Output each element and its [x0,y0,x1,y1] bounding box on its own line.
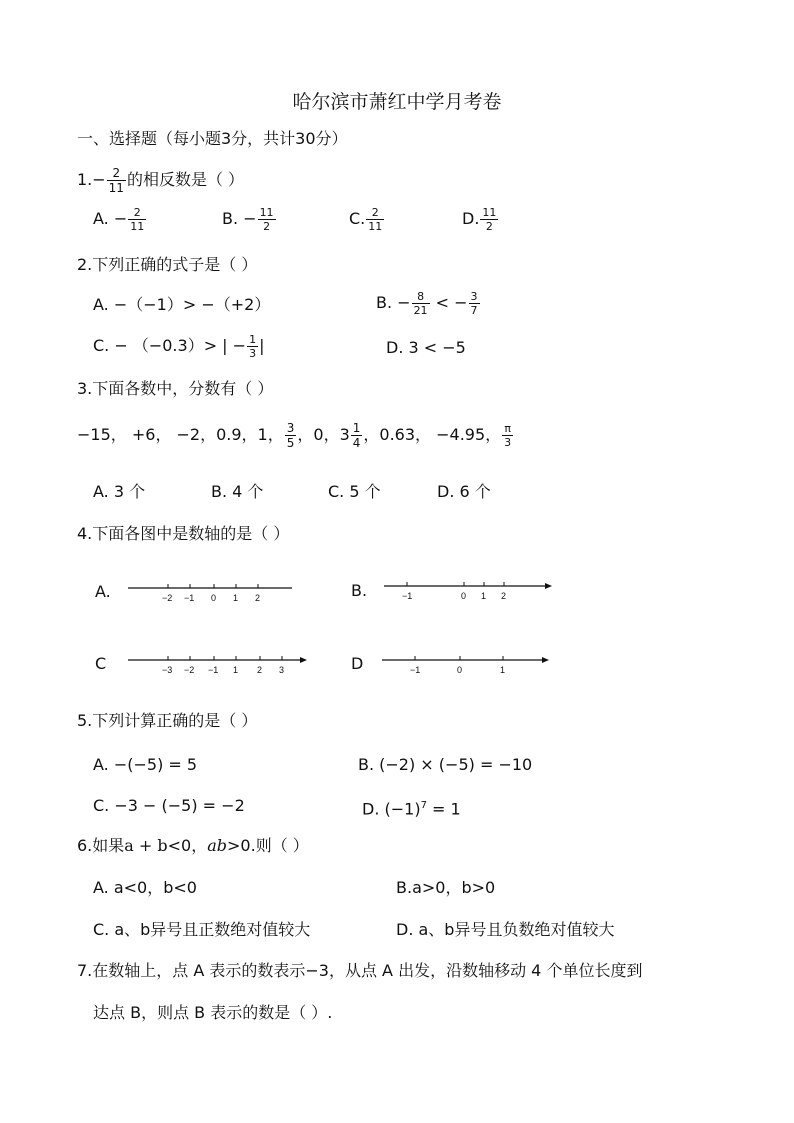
question-3-stem: 3.下面各数中，分数有（ ） [77,379,274,398]
q4a-tick-label: 0 [211,593,217,603]
q4a-tick-label: 1 [233,593,239,603]
q1-option-c[interactable]: C. $\frac{2}{11}$ [349,206,383,233]
q4d-tick-label: −1 [410,665,421,675]
q1-option-d[interactable]: D. $\frac{11}{2}$ [462,206,497,233]
q4-option-b-label[interactable]: B. [351,581,368,600]
q4b-tick-label: 1 [481,591,487,601]
question-2-stem: 2.下列正确的式子是（ ） [77,255,258,274]
q4-option-c-label[interactable]: C [95,654,107,673]
q3-option-c[interactable]: C. 5 个 [328,482,381,501]
q4b-tick-label: −1 [402,591,413,601]
question-7-line-2: 达点 B，则点 B 表示的数是（ ）. [93,1003,333,1022]
q4-number-line-b [382,576,557,606]
q4-option-a-label[interactable]: A. [95,582,111,601]
q3-option-b[interactable]: B. 4 个 [211,482,264,501]
q4c-tick-label: 3 [279,665,285,675]
q1-option-b[interactable]: B. − $\frac{11}{2}$ [222,206,274,233]
q4a-tick-label: 2 [255,593,261,603]
q4-number-line-c [126,650,311,680]
q5-option-d[interactable]: D. $(-1)^7 = 1$ [362,799,461,819]
q3-option-a[interactable]: A. 3 个 [93,482,146,501]
q1-option-a[interactable]: A. − $\frac{2}{11}$ [93,206,145,233]
q1-prefix: 1.− [77,170,106,189]
question-5-stem: 5.下列计算正确的是（ ） [77,711,258,730]
q2-option-a[interactable]: A. −（−1）> −（+2） [93,295,271,314]
q6-option-a[interactable]: A. a<0，b<0 [93,878,197,897]
q3-option-d[interactable]: D. 6 个 [437,482,491,501]
q4c-tick-label: 2 [257,665,263,675]
q4a-tick-label: −2 [162,593,173,603]
q2-option-c[interactable]: C. − （−0.3）> | − $\frac{1}{3}$ | [93,333,265,360]
q4-number-line-d [380,650,555,680]
q1-fraction: $\frac{2}{11}$ [108,166,124,195]
q1-suffix: 的相反数是（ ） [126,170,245,189]
q2-option-d[interactable]: D. 3 < −5 [386,338,466,357]
q6-option-d[interactable]: D. a、b异号且负数绝对值较大 [396,920,615,939]
q3-number-list: −15， +6， −2，0.9，1， $\frac{3}{5}$ ，0，3 $\frac{1}{4}$ ，0.63， −4.95， $\frac{\pi}{3}$ [77,421,512,450]
q4c-tick-label: −3 [162,665,173,675]
q4b-tick-label: 2 [501,591,507,601]
q4c-tick-label: 1 [233,665,239,675]
q5-option-a[interactable]: A. −(−5) = 5 [93,755,198,774]
q4a-tick-label: −1 [184,593,195,603]
q5-option-b[interactable]: B. (−2) × (−5) = −10 [358,755,533,774]
q6-option-c[interactable]: C. a、b异号且正数绝对值较大 [93,920,311,939]
q4-number-line-a [126,576,296,606]
q4c-tick-label: −1 [208,665,219,675]
q6-option-b[interactable]: B.a>0，b>0 [396,878,496,897]
q4c-tick-label: −2 [184,665,195,675]
question-6-stem: 6.如果a + b<0，ab>0.则（ ） [77,836,309,855]
q4d-tick-label: 0 [457,665,463,675]
q4d-tick-label: 1 [500,665,506,675]
question-4-stem: 4.下面各图中是数轴的是（ ） [77,524,290,543]
page-title: 哈尔滨市萧红中学月考卷 [292,91,502,113]
q5-option-c[interactable]: C. −3 − (−5) = −2 [93,796,245,815]
q2-option-b[interactable]: B. − $\frac{8}{21}$ < − $\frac{3}{7}$ [376,290,478,317]
q4b-tick-label: 0 [461,591,467,601]
question-1-stem [77,166,244,195]
question-7-line-1: 7.在数轴上，点 A 表示的数表示−3，从点 A 出发，沿数轴移动 4 个单位长度到 [77,961,643,980]
section-heading: 一、选择题（每小题3分，共计30分） [77,129,348,148]
q4-option-d-label[interactable]: D [351,654,364,673]
